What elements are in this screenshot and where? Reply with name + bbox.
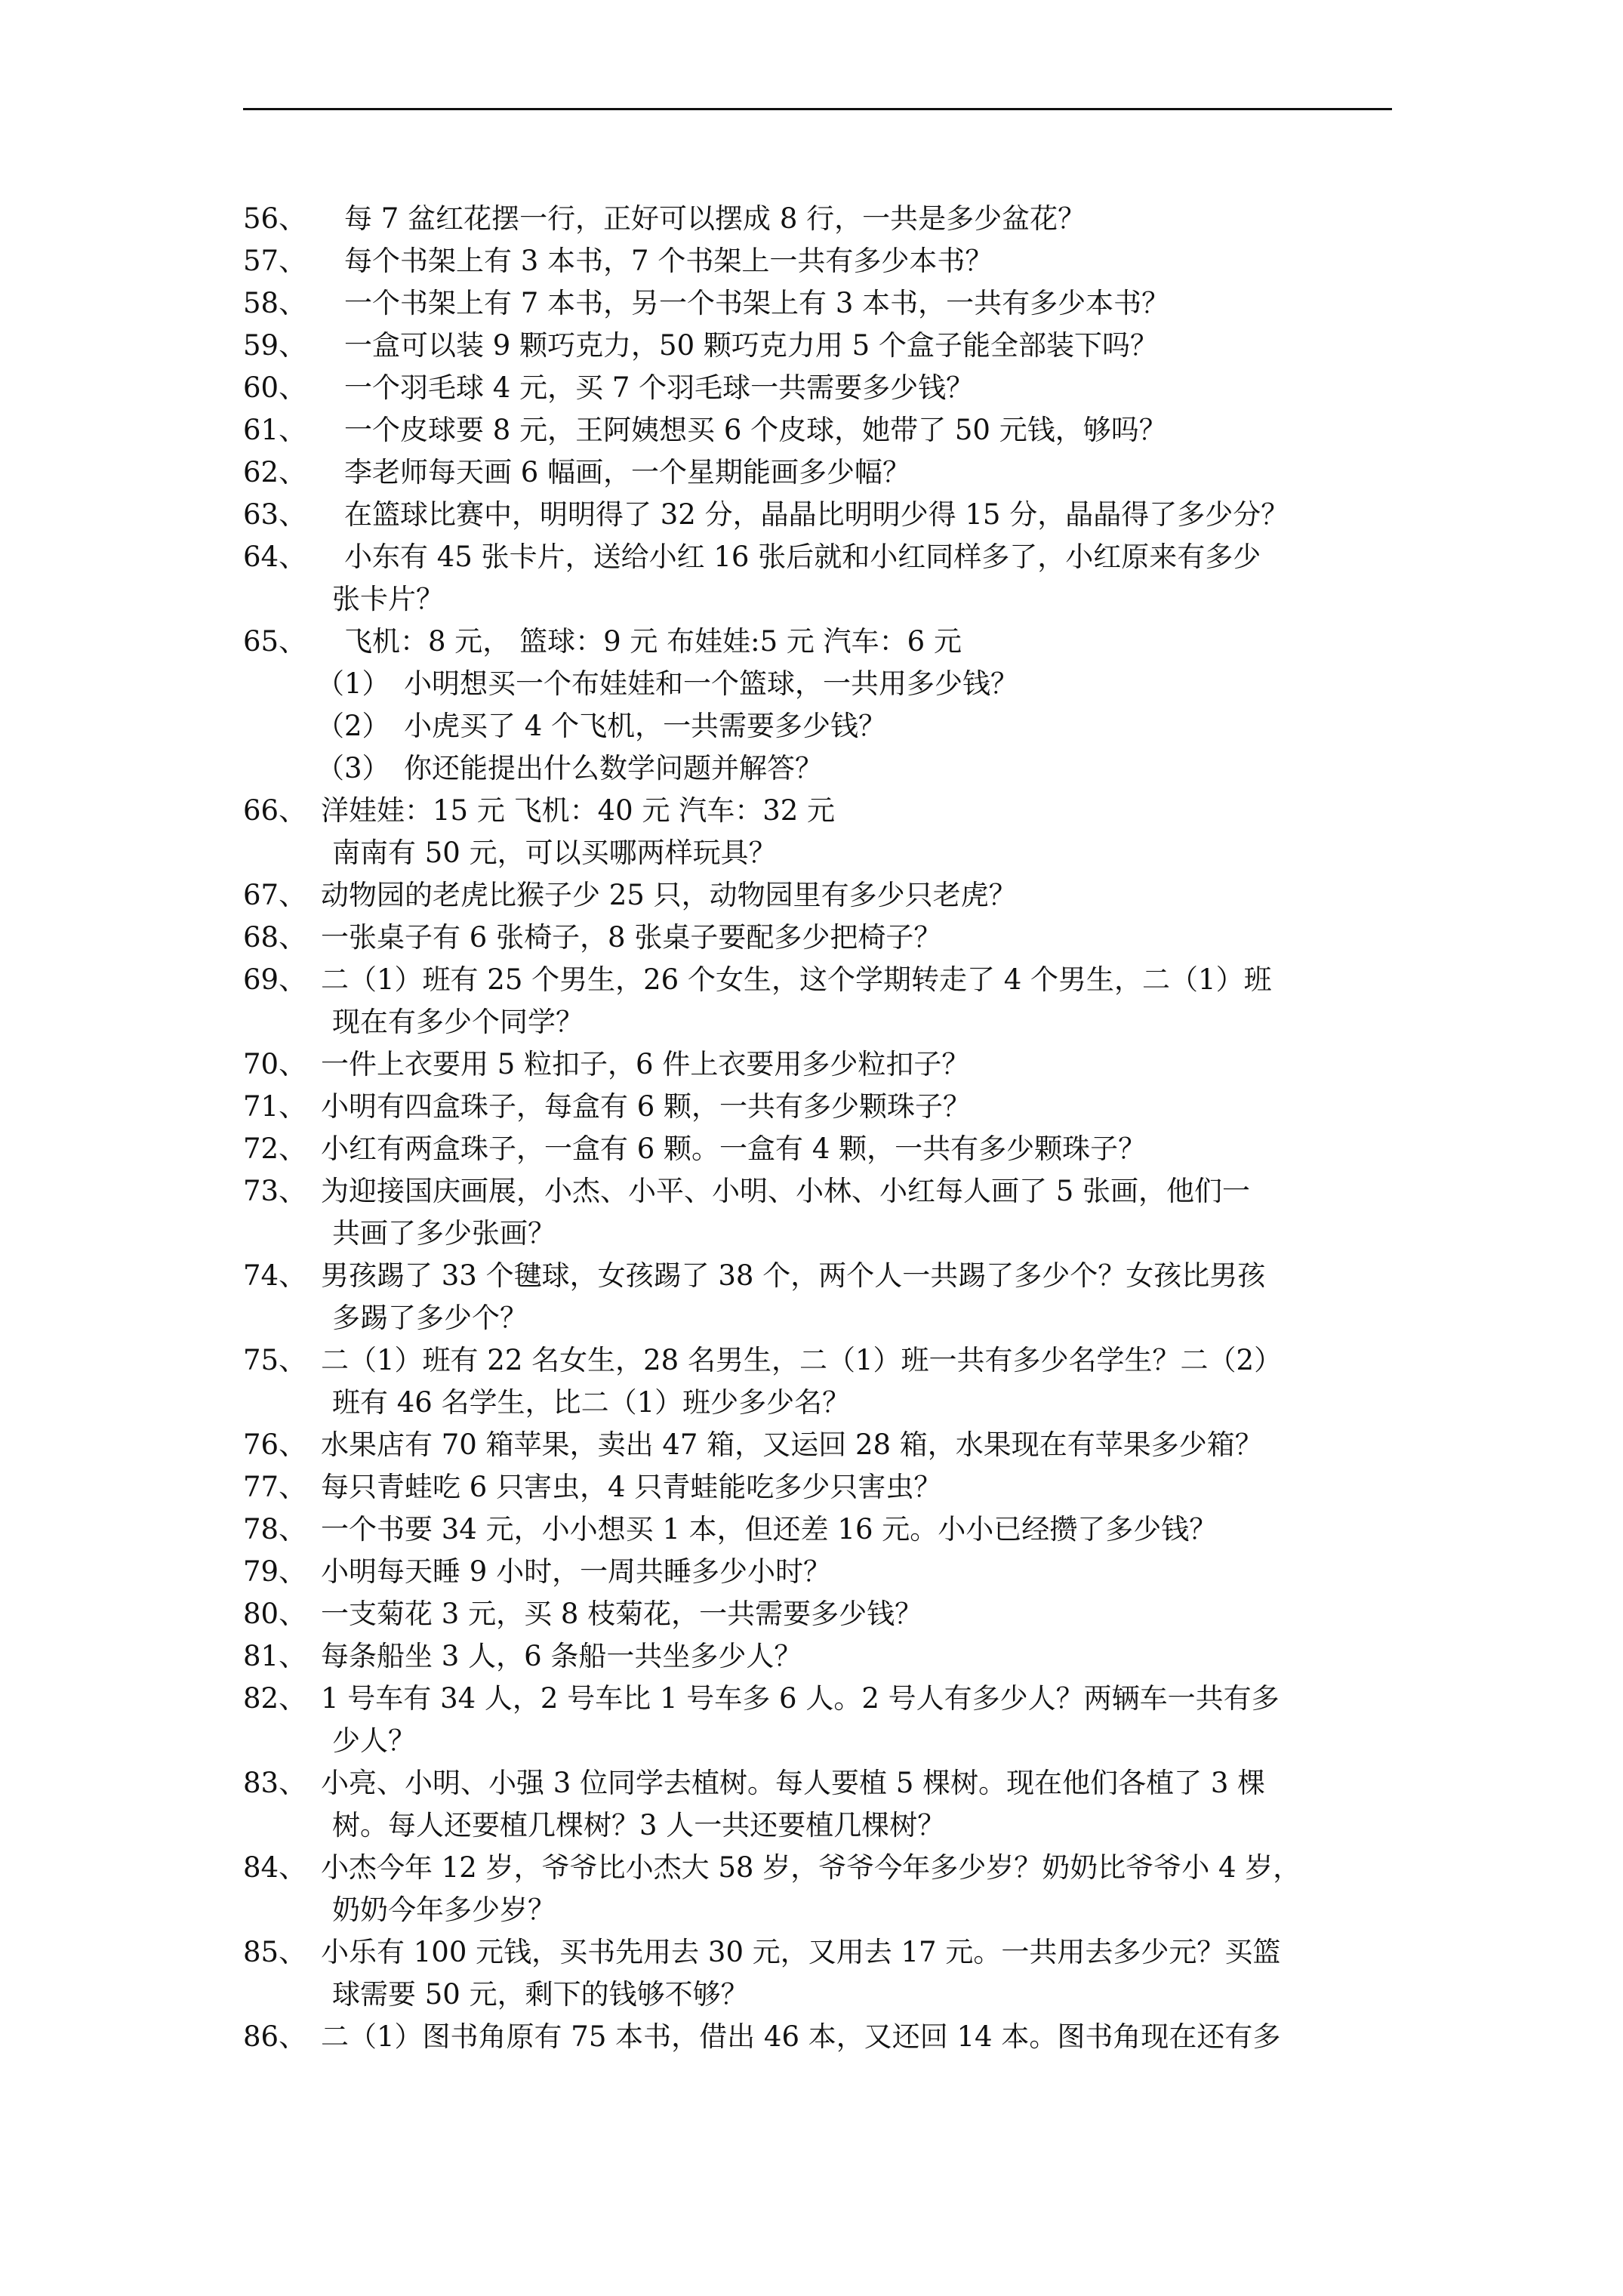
problem-text: 张卡片？ [332,583,444,615]
problem-number: 72、 [243,1133,307,1165]
problem-item [243,1466,1421,1509]
problem-item [243,1931,1421,1974]
sub-question-text: 小明想买一个布娃娃和一个篮球，一共用多少钱？ [404,667,1018,700]
problem-item-continuation [243,1974,1421,2016]
problem-number: 75、 [243,1344,307,1376]
problem-number: 73、 [243,1175,307,1207]
problem-text: 南南有 50 元，可以买哪两样玩具？ [332,837,777,869]
problem-text: 奶奶今年多少岁？ [332,1894,556,1926]
problem-item [243,1509,1421,1551]
problem-item-continuation [243,832,1421,874]
problem-number: 67、 [243,879,307,911]
problem-text: 小杰今年 12 岁，爷爷比小杰大 58 岁，爷爷今年多少岁？奶奶比爷爷小 4 岁， [321,1851,1301,1884]
problem-item [243,409,1421,451]
problem-item [243,325,1421,367]
problem-number: 85、 [243,1936,307,1968]
problem-item-continuation [243,578,1421,621]
problem-text: 每 7 盆红花摆一行，正好可以摆成 8 行，一共是多少盆花？ [344,202,1086,235]
problem-text: 每个书架上有 3 本书，7 个书架上一共有多少本书？ [344,245,993,277]
problem-number: 66、 [243,794,307,827]
sub-question-label: （1） [316,667,390,700]
problem-text: 现在有多少个同学？ [332,1006,584,1038]
problem-text: 多踢了多少个？ [332,1302,528,1334]
sub-question [243,705,1421,747]
sub-question-text: 小虎买了 4 个飞机，一共需要多少钱？ [404,710,887,742]
problem-item [243,2016,1421,2058]
problem-text: 二（1）班有 22 名女生，28 名男生，二（1）班一共有多少名学生？二（2） [321,1344,1283,1376]
problem-text: 动物园的老虎比猴子少 25 只，动物园里有多少只老虎？ [321,879,1017,911]
problem-text: 为迎接国庆画展，小杰、小平、小明、小林、小红每人画了 5 张画，他们一 [321,1175,1251,1207]
problem-number: 74、 [243,1259,307,1292]
problem-number: 77、 [243,1471,307,1503]
problem-text: 一个书架上有 7 本书，另一个书架上有 3 本书，一共有多少本书？ [344,287,1170,319]
problem-number: 57、 [243,245,307,277]
problem-number: 78、 [243,1513,307,1546]
problem-item [243,1339,1421,1382]
problem-text: 二（1）班有 25 个男生，26 个女生，这个学期转走了 4 个男生，二（1）班 [321,963,1272,996]
problem-number: 86、 [243,2020,307,2053]
problem-item-continuation [243,1213,1421,1255]
problem-item-continuation [243,1001,1421,1043]
problem-item [243,451,1421,494]
problem-item [243,1128,1421,1170]
problem-text: 少人？ [332,1724,416,1757]
problem-text: 一个羽毛球 4 元，买 7 个羽毛球一共需要多少钱？ [344,371,975,404]
problem-item [243,1593,1421,1635]
problem-item-continuation [243,1720,1421,1762]
problem-item-continuation [243,1297,1421,1339]
problem-number: 69、 [243,963,307,996]
problem-item [243,494,1421,536]
problem-number: 61、 [243,414,307,446]
sub-question [243,747,1421,790]
problem-number: 80、 [243,1598,307,1630]
problem-text: 小亮、小明、小强 3 位同学去植树。每人要植 5 棵树。现在他们各植了 3 棵 [321,1767,1266,1799]
problem-item-continuation [243,1382,1421,1424]
problem-item [243,536,1421,578]
problem-number: 70、 [243,1048,307,1080]
problem-item [243,1762,1421,1804]
problem-text: 1 号车有 34 人，2 号车比 1 号车多 6 人。2 号人有多少人？两辆车一共有多 [321,1682,1280,1715]
problem-number: 60、 [243,371,307,404]
problem-text: 水果店有 70 箱苹果，卖出 47 箱，又运回 28 箱，水果现在有苹果多少箱？ [321,1428,1263,1461]
problem-text: 洋娃娃：15 元 飞机：40 元 汽车：32 元 [321,794,836,827]
problem-number: 59、 [243,329,307,362]
problem-text: 小乐有 100 元钱，买书先用去 30 元，又用去 17 元。一共用去多少元？买篮 [321,1936,1281,1968]
problem-number: 56、 [243,202,307,235]
problem-text: 小红有两盒珠子，一盒有 6 颗。一盒有 4 颗，一共有多少颗珠子？ [321,1133,1147,1165]
problem-item [243,1635,1421,1678]
problem-text: 小明每天睡 9 小时，一周共睡多少小时？ [321,1555,832,1588]
problem-number: 84、 [243,1851,307,1884]
problem-number: 79、 [243,1555,307,1588]
problem-number: 83、 [243,1767,307,1799]
problem-text: 飞机：8 元， 篮球：9 元 布娃娃:5 元 汽车：6 元 [344,625,962,658]
problem-item [243,282,1421,325]
problem-text: 小明有四盒珠子，每盒有 6 颗，一共有多少颗珠子？ [321,1090,972,1123]
problem-item [243,1678,1421,1720]
problem-number: 58、 [243,287,307,319]
problem-text: 一件上衣要用 5 粒扣子，6 件上衣要用多少粒扣子？ [321,1048,970,1080]
problem-number: 71、 [243,1090,307,1123]
problem-text: 树。每人还要植几棵树？3 人一共还要植几棵树？ [332,1809,946,1841]
problem-number: 62、 [243,456,307,488]
header-rule [243,108,1392,110]
sub-question-label: （3） [316,752,390,784]
problem-item [243,790,1421,832]
problem-item [243,1424,1421,1466]
problem-text: 小东有 45 张卡片，送给小红 16 张后就和小红同样多了，小红原来有多少 [344,541,1261,573]
problem-item [243,1551,1421,1593]
problem-text: 共画了多少张画？ [332,1217,556,1250]
problem-item [243,959,1421,1001]
problem-item [243,874,1421,917]
problem-item [243,621,1421,663]
problem-text: 男孩踢了 33 个毽球，女孩踢了 38 个，两个人一共踢了多少个？女孩比男孩 [321,1259,1266,1292]
problem-list [243,198,1421,2058]
problem-item [243,1086,1421,1128]
problem-item [243,240,1421,282]
problem-text: 一个皮球要 8 元，王阿姨想买 6 个皮球，她带了 50 元钱，够吗？ [344,414,1167,446]
problem-item [243,1255,1421,1297]
problem-text: 一支菊花 3 元，买 8 枝菊花，一共需要多少钱？ [321,1598,923,1630]
problem-number: 82、 [243,1682,307,1715]
sub-question [243,663,1421,705]
problem-text: 每只青蛙吃 6 只害虫，4 只青蛙能吃多少只害虫？ [321,1471,942,1503]
problem-item-continuation [243,1889,1421,1931]
problem-item [243,1043,1421,1086]
problem-text: 一个书要 34 元，小小想买 1 本，但还差 16 元。小小已经攒了多少钱？ [321,1513,1218,1546]
problem-item [243,367,1421,409]
problem-text: 李老师每天画 6 幅画，一个星期能画多少幅？ [344,456,911,488]
problem-item [243,1847,1421,1889]
problem-text: 二（1）图书角原有 75 本书，借出 46 本，又还回 14 本。图书角现在还有多 [321,2020,1281,2053]
problem-number: 68、 [243,921,307,954]
problem-number: 65、 [243,625,307,658]
sub-question-label: （2） [316,710,390,742]
problem-item-continuation [243,1804,1421,1847]
problem-text: 在篮球比赛中，明明得了 32 分，晶晶比明明少得 15 分，晶晶得了多少分？ [344,498,1289,531]
problem-text: 球需要 50 元，剩下的钱够不够？ [332,1978,749,2011]
problem-item [243,1170,1421,1213]
sub-question-text: 你还能提出什么数学问题并解答？ [404,752,823,784]
problem-text: 班有 46 名学生，比二（1）班少多少名？ [332,1386,851,1419]
problem-number: 64、 [243,541,307,573]
problem-text: 一盒可以装 9 颗巧克力，50 颗巧克力用 5 个盒子能全部装下吗？ [344,329,1158,362]
problem-item [243,198,1421,240]
problem-text: 一张桌子有 6 张椅子，8 张桌子要配多少把椅子？ [321,921,942,954]
problem-number: 76、 [243,1428,307,1461]
problem-number: 81、 [243,1640,307,1672]
problem-number: 63、 [243,498,307,531]
problem-item [243,917,1421,959]
problem-text: 每条船坐 3 人，6 条船一共坐多少人？ [321,1640,802,1672]
